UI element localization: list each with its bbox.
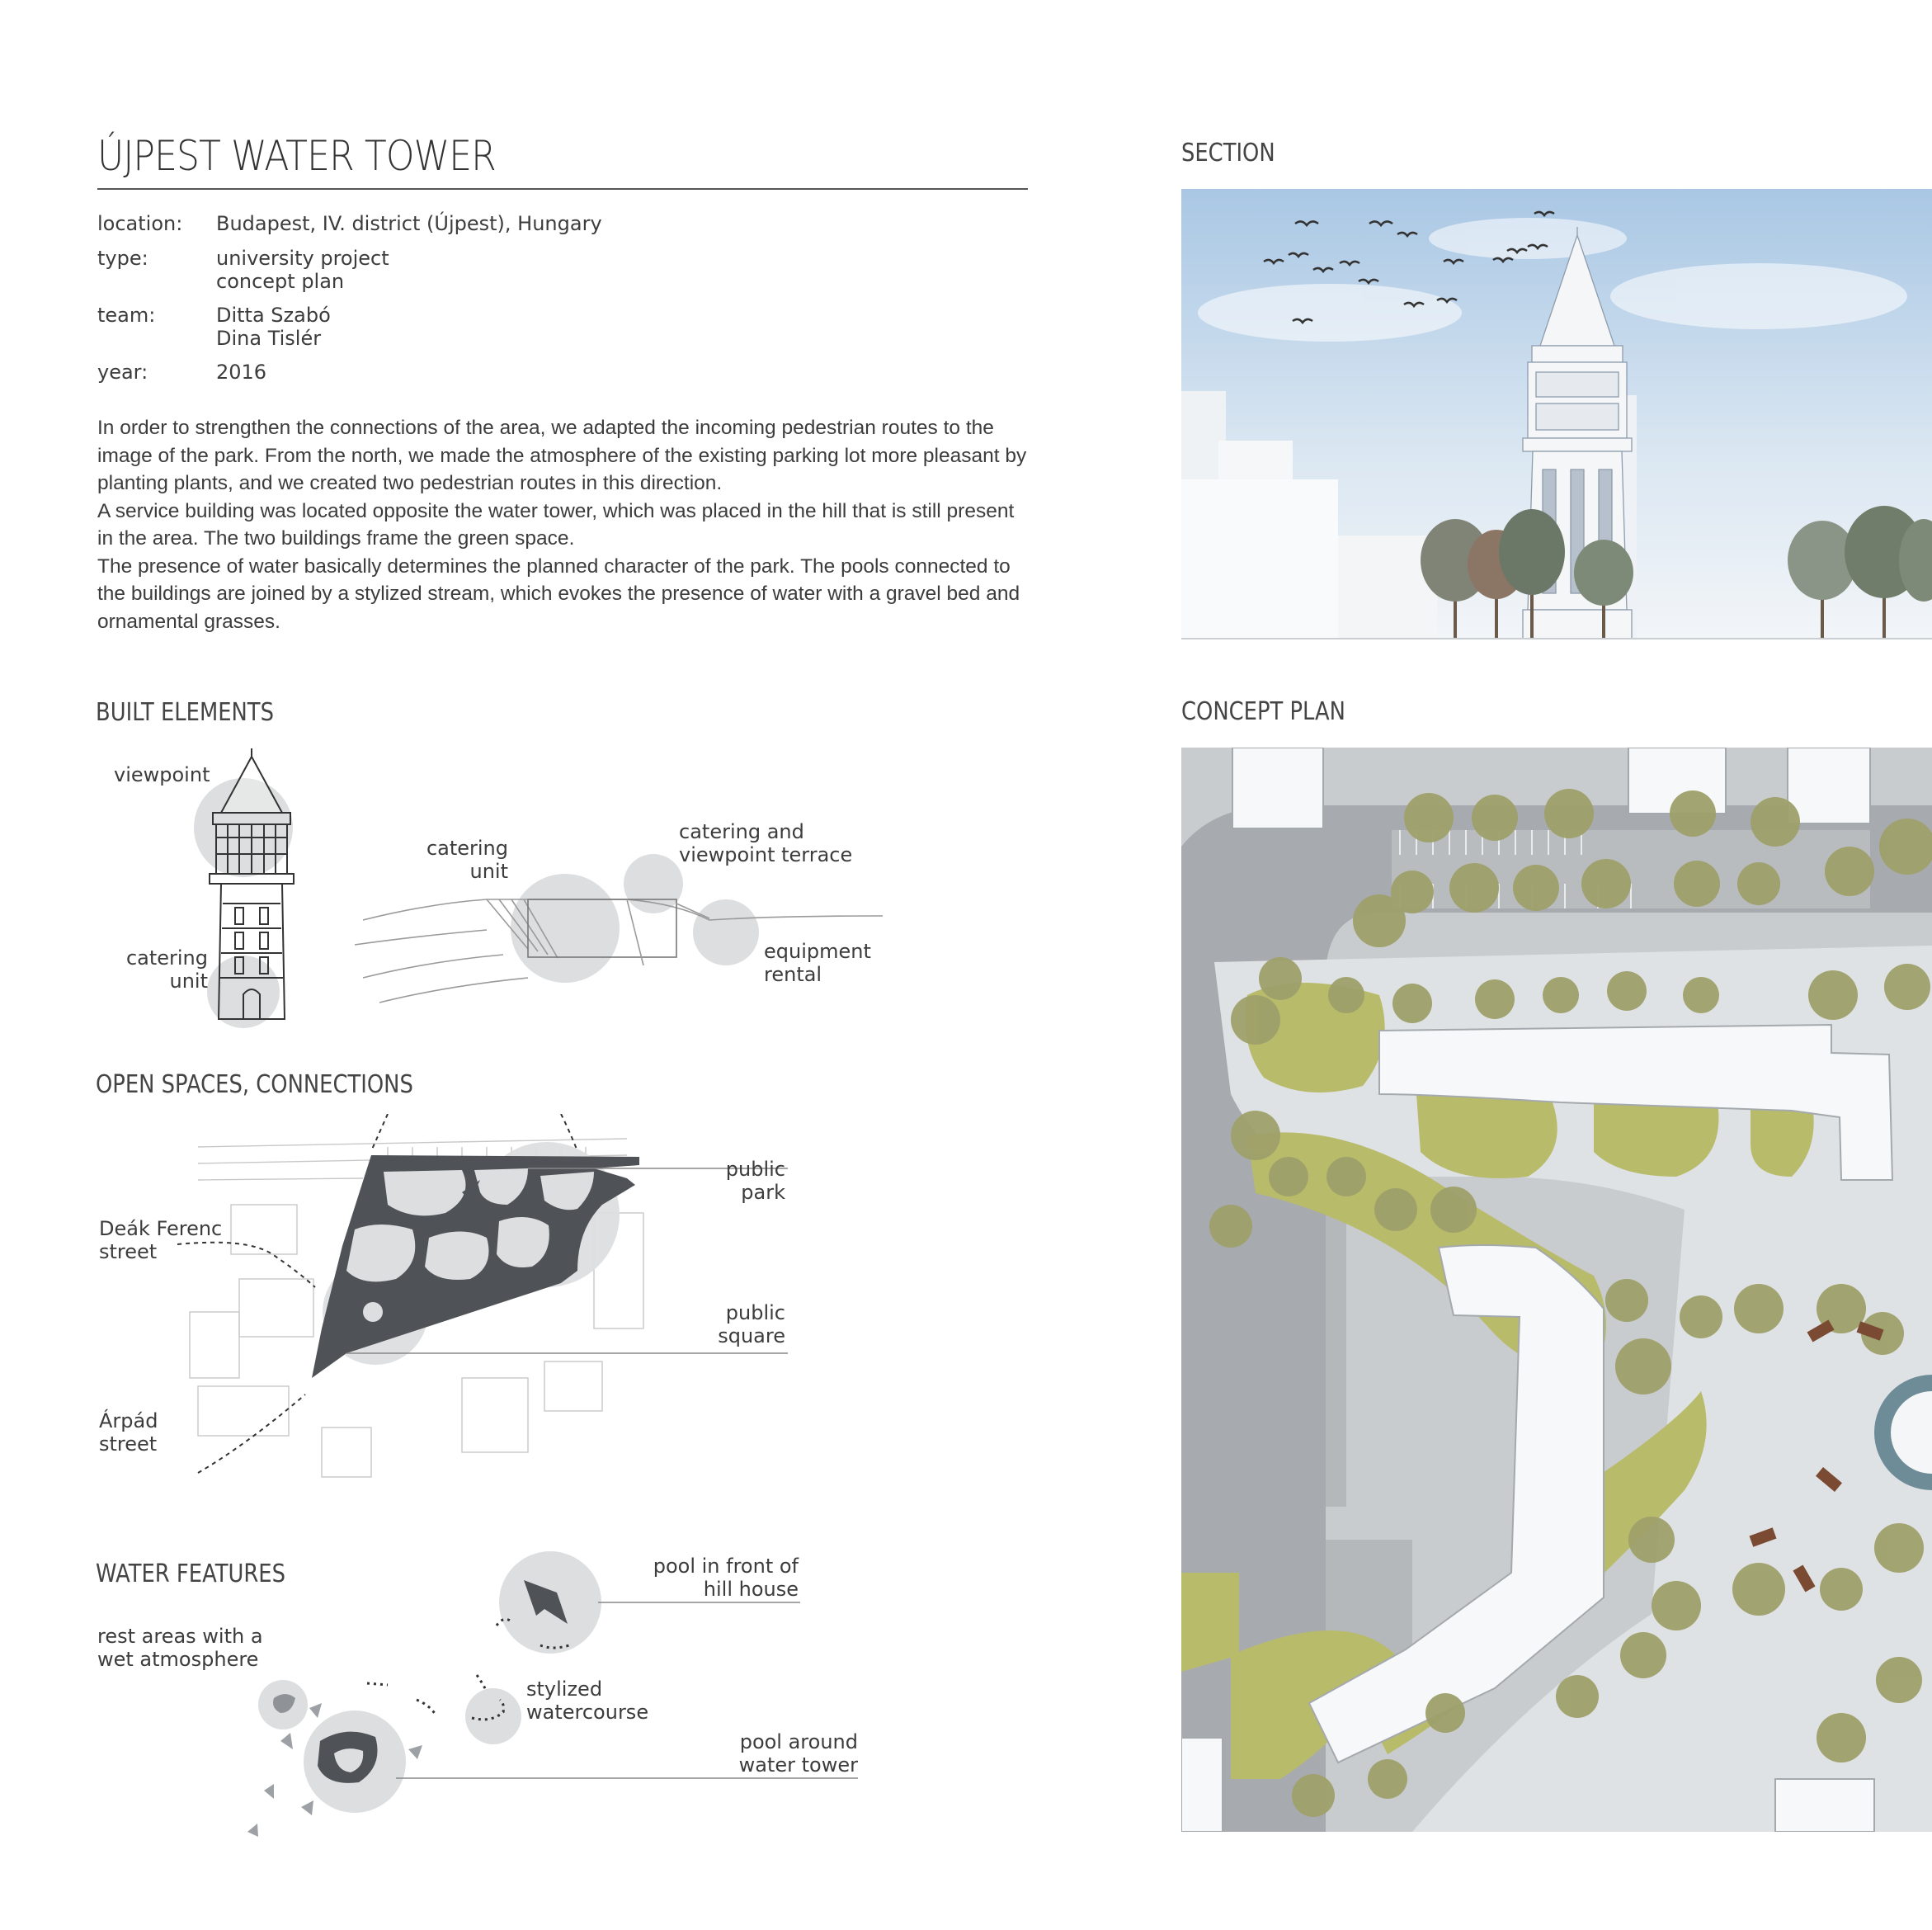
pool-dot xyxy=(363,1302,383,1322)
title-rule xyxy=(97,188,1028,190)
description-paragraph: In order to strengthen the connections of the area, we adapted the incoming pedestrian routes to the image of the park. From the north, we made the atmosphere of the existing parking lot more pleasant by planting plants, and we created two pedestrian routes in this direction. xyxy=(97,417,1027,494)
open-spaces-heading: OPEN SPACES, CONNECTIONS xyxy=(96,1070,413,1099)
water-features-heading: WATER FEATURES xyxy=(96,1560,285,1588)
section-render xyxy=(1181,189,1932,648)
built-elements-heading: BUILT ELEMENTS xyxy=(96,698,274,727)
meta-value-location: Budapest, IV. district (Újpest), Hungary xyxy=(216,212,602,235)
meta-key-team: team: xyxy=(97,304,156,327)
label-viewpoint: viewpoint xyxy=(114,763,210,786)
label-rest-areas: rest areas with a wet atmosphere xyxy=(97,1625,263,1671)
terrace-circle xyxy=(624,854,683,913)
label-pool-hill-house: pool in front of hill house xyxy=(653,1555,799,1601)
label-equipment-rental: equipment rental xyxy=(764,940,871,986)
label-catering-terrace: catering and viewpoint terrace xyxy=(679,820,853,866)
label-hill-catering-unit: catering unit xyxy=(426,837,508,883)
label-tower-catering-unit: catering unit xyxy=(125,946,208,993)
meta-key-location: location: xyxy=(97,212,183,235)
meta-value-team: Ditta Szabó Dina Tislér xyxy=(216,304,331,350)
label-deak-ferenc-street: Deák Ferenc street xyxy=(99,1217,223,1263)
meta-key-type: type: xyxy=(97,247,148,270)
concept-plan-render xyxy=(1181,748,1932,1832)
label-public-park: public park xyxy=(725,1158,785,1204)
section-heading: SECTION xyxy=(1181,139,1275,168)
page-title: ÚJPEST WATER TOWER xyxy=(97,132,496,180)
description-paragraph: The presence of water basically determines the planned character of the park. The pools connected to the buildings are joined by a stylized stream, which evokes the presence of water with a gravel bed and ornamental grasses. xyxy=(97,554,1020,633)
label-pool-water-tower: pool around water tower xyxy=(738,1730,858,1777)
hill-catering-circle xyxy=(511,874,620,983)
meta-value-type: university project concept plan xyxy=(216,247,389,293)
watercourse-circle xyxy=(465,1688,521,1744)
label-arpad-street: Árpád street xyxy=(99,1409,158,1456)
meta-value-year: 2016 xyxy=(216,361,267,384)
concept-plan-heading: CONCEPT PLAN xyxy=(1181,697,1345,726)
meta-key-year: year: xyxy=(97,361,148,384)
built-elements-diagram xyxy=(115,738,907,1036)
label-public-square: public square xyxy=(718,1301,785,1347)
label-stylized-watercourse: stylized watercourse xyxy=(526,1678,649,1724)
project-description xyxy=(97,414,1030,635)
rental-circle xyxy=(693,899,759,965)
description-paragraph: A service building was located opposite the water tower, which was placed in the hill that is still present in the area. The two buildings frame the green space. xyxy=(97,499,1015,550)
